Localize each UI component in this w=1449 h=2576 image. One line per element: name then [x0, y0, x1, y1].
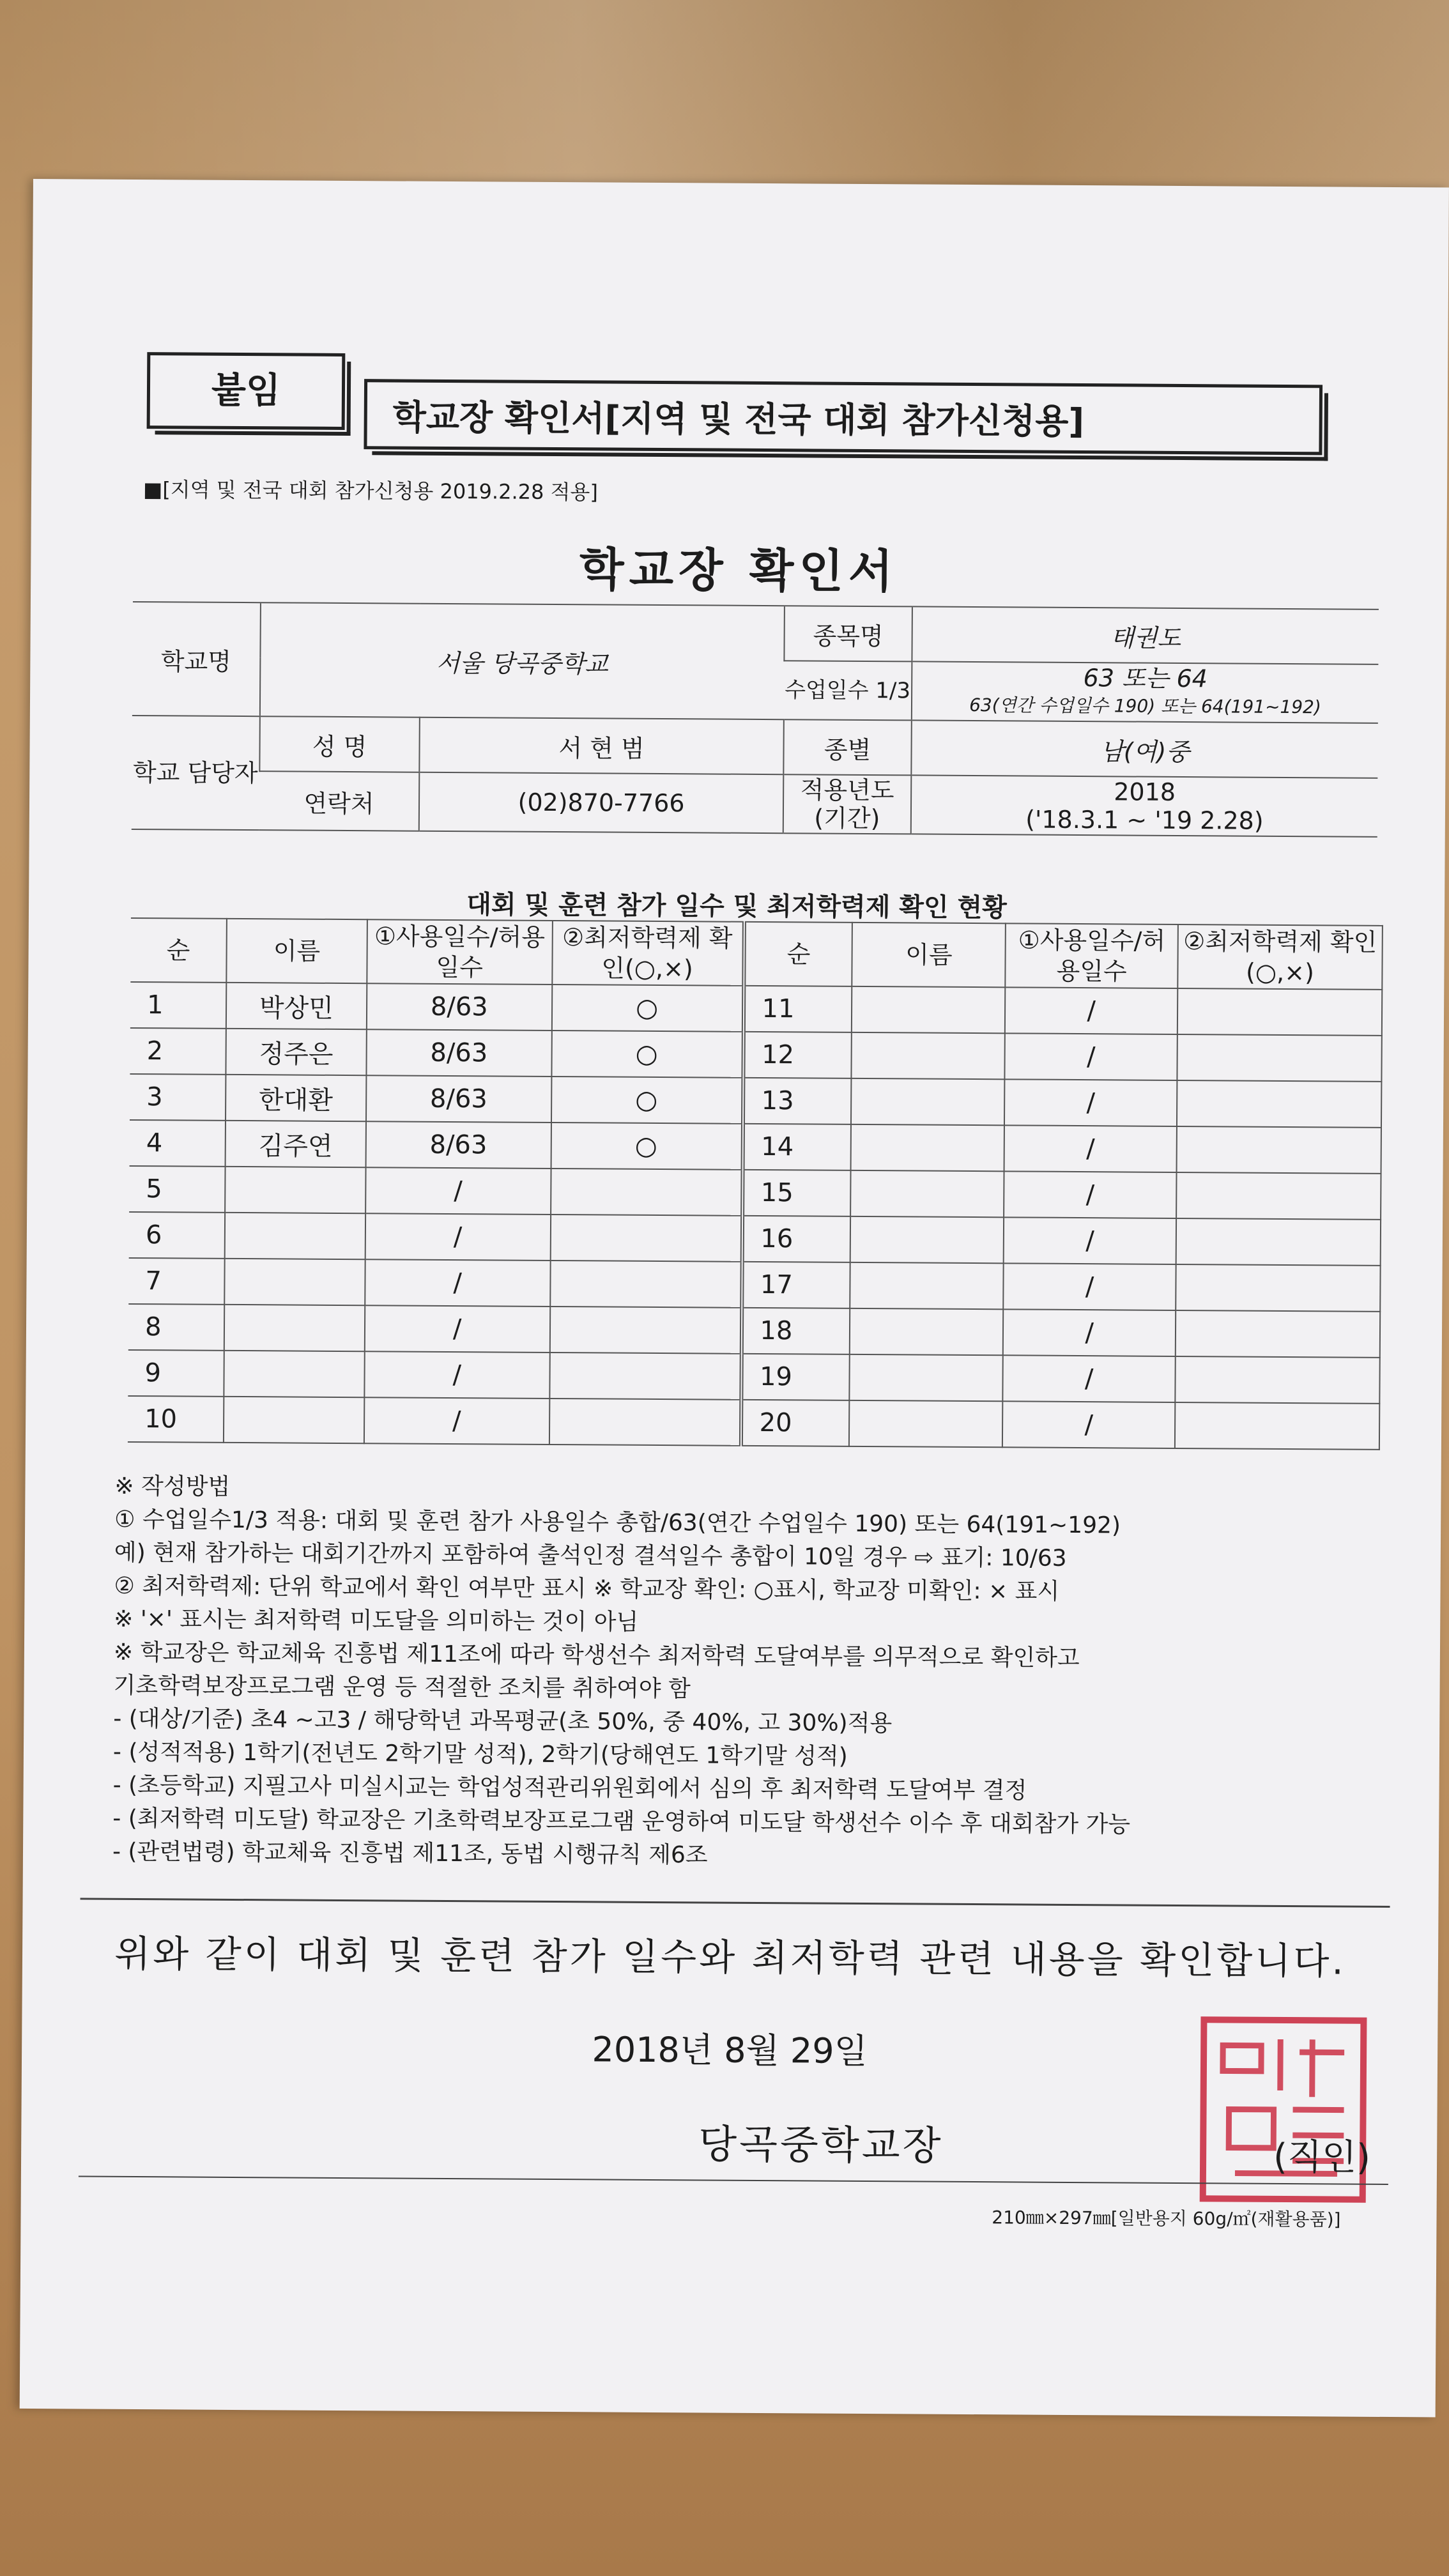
table-cell: 19: [741, 1354, 850, 1400]
table-cell: [1176, 1310, 1380, 1358]
table-cell: 한대환: [226, 1075, 366, 1121]
school-label: 학교명: [132, 602, 261, 716]
desk-background: [0, 0, 1449, 192]
instruction-line: - (최저학력 미도달) 학교장은 기초학력보장프로그램 운영하여 미도달 학생선수 이수 후 대회참가 가능: [112, 1805, 1131, 1838]
table-cell: /: [364, 1351, 549, 1399]
table-cell: [224, 1259, 365, 1305]
table-cell: ○: [551, 1077, 743, 1124]
table-row: [128, 1350, 1379, 1404]
form-note: ■[지역 및 전국 대회 참가신청용 2019.2.28 적용]: [142, 477, 599, 505]
table-cell: [225, 1213, 365, 1259]
table-cell: /: [1002, 1401, 1175, 1448]
col-header: ①사용일수/허용일수: [1006, 923, 1178, 988]
attachment-tag: 붙임: [147, 352, 346, 430]
form-title-box: 학교장 확인서[지역 및 전국 대회 참가신청용]: [364, 379, 1322, 455]
days-detail: 63(연간 수업일수 190) 또는 64(191~192): [969, 694, 1321, 718]
table-cell: /: [1003, 1355, 1176, 1402]
gender-value: 남(여)중: [911, 720, 1378, 778]
table-cell: 김주연: [226, 1121, 366, 1167]
table-cell: 7: [128, 1258, 224, 1305]
document-title: 학교장 확인서: [579, 542, 898, 599]
table-cell: [224, 1351, 364, 1397]
table-cell: 박상민: [226, 983, 367, 1029]
year-cell: [911, 775, 1378, 836]
contact-value: (02)870-7766: [419, 772, 784, 833]
table-cell: 정주은: [226, 1029, 366, 1075]
table-row: [130, 1120, 1381, 1174]
instructions: [112, 1470, 1380, 1876]
divider: [80, 1897, 1390, 1908]
table-cell: ○: [552, 985, 744, 1032]
table-cell: [850, 1262, 1004, 1309]
table-cell: 2: [130, 1028, 226, 1075]
table-cell: /: [365, 1259, 550, 1307]
year-label: 적용년도 (기간): [783, 774, 912, 834]
table-cell: [850, 1354, 1003, 1401]
table-cell: 20: [740, 1400, 849, 1446]
table-cell: 8/63: [365, 1121, 551, 1169]
table-cell: /: [1003, 1309, 1176, 1356]
table-cell: 4: [130, 1120, 226, 1167]
table-row: [128, 1304, 1380, 1358]
col-header: 순: [744, 922, 853, 986]
divider: [79, 2175, 1388, 2185]
table-cell: /: [1005, 987, 1177, 1034]
table-cell: [850, 1216, 1004, 1263]
sport-label: 종목명: [784, 606, 912, 661]
table-cell: [1176, 1218, 1381, 1266]
manager-label: 학교 담당자: [132, 716, 260, 830]
table-cell: /: [364, 1397, 549, 1445]
instruction-line: ① 수업일수1/3 적용: 대회 및 훈련 참가 사용일수 총합/63(연간 수업일수 190) 또는 64(191~192): [114, 1506, 1121, 1539]
table-cell: [551, 1169, 742, 1216]
col-header: 순: [130, 918, 227, 983]
table-cell: /: [1005, 1033, 1177, 1080]
table-cell: [852, 986, 1005, 1033]
table-cell: [1177, 1080, 1381, 1128]
table-cell: [1175, 1402, 1379, 1450]
days-cell: [912, 661, 1379, 723]
table-cell: /: [1004, 1079, 1177, 1126]
table-cell: [850, 1308, 1003, 1355]
col-header: 이름: [226, 919, 367, 983]
table-cell: 11: [743, 986, 852, 1032]
instruction-line: - (성적적용) 1학기(전년도 2학기말 성적), 2학기(당해연도 1학기말 성적): [112, 1738, 848, 1770]
table-cell: 15: [742, 1170, 851, 1216]
grid-subtitle: 대회 및 훈련 참가 일수 및 최저학력제 확인 현황: [466, 890, 1007, 923]
contact-label: 연락처: [259, 771, 420, 831]
instruction-line: ※ '×' 표시는 최저학력 미도달을 의미하는 것이 아님: [114, 1606, 639, 1636]
table-cell: [550, 1215, 742, 1262]
table-cell: 12: [743, 1032, 852, 1078]
table-cell: ○: [551, 1031, 743, 1078]
table-cell: 16: [742, 1216, 850, 1262]
table-cell: /: [365, 1213, 550, 1261]
table-cell: 14: [742, 1124, 851, 1170]
table-cell: 3: [130, 1074, 226, 1121]
info-table: [132, 601, 1379, 838]
instruction-line: ※ 작성방법: [114, 1473, 231, 1500]
table-cell: [224, 1305, 365, 1351]
year-period: ('18.3.1 ~ '19 2.28): [1025, 805, 1264, 835]
table-row: [128, 1396, 1379, 1450]
table-cell: [549, 1353, 741, 1400]
table-row: [130, 982, 1382, 1036]
table-cell: [1176, 1264, 1380, 1312]
table-cell: [1177, 1126, 1381, 1174]
table-cell: 13: [742, 1078, 851, 1124]
table-cell: 8: [128, 1304, 224, 1351]
table-cell: [549, 1307, 741, 1354]
table-cell: 10: [128, 1396, 224, 1443]
document-page: [20, 179, 1449, 2417]
paper-spec: 210㎜×297㎜[일반용지 60g/㎡(재활용품)]: [992, 2207, 1341, 2230]
instruction-line: - (초등학교) 지필고사 미실시교는 학업성적관리위원회에서 심의 후 최저학력 도달여부 결정: [112, 1772, 1027, 1804]
table-cell: 8/63: [366, 1075, 551, 1123]
instruction-line: - (관련법령) 학교체육 진흥법 제11조, 동법 시행규칙 제6조: [112, 1838, 708, 1869]
table-cell: [849, 1400, 1002, 1447]
col-header: ①사용일수/허용일수: [367, 919, 552, 985]
table-cell: /: [1003, 1263, 1176, 1310]
table-cell: [224, 1397, 364, 1443]
table-row: [130, 1028, 1381, 1082]
table-cell: [851, 1124, 1004, 1171]
table-row: [130, 1074, 1381, 1128]
table-row: [129, 1166, 1381, 1220]
table-cell: 8/63: [367, 983, 552, 1031]
participation-table: [128, 917, 1383, 1450]
days-value: 63 또는 64: [1083, 664, 1208, 693]
table-row: [129, 1212, 1381, 1266]
table-cell: 9: [128, 1350, 224, 1397]
instruction-line: ② 최저학력제: 단위 학교에서 확인 여부만 표시 ※ 학교장 확인: ○표시, 학교장 미확인: × 표시: [114, 1572, 1060, 1605]
days-label: 수업일수 1/3: [784, 661, 912, 720]
principal-title: 당곡중학교장: [698, 2120, 944, 2169]
instruction-line: 예) 현재 참가하는 대회기간까지 포함하여 출석인정 결석일수 총합이 10일 경우 ⇨ 표기: 10/63: [114, 1539, 1067, 1572]
instruction-line: 기초학력보장프로그램 운영 등 적절한 조치를 취하여야 함: [113, 1672, 691, 1703]
table-row: [128, 1258, 1380, 1312]
table-cell: /: [365, 1305, 550, 1353]
school-value: 서울 당곡중학교: [260, 602, 785, 719]
table-cell: 6: [129, 1212, 225, 1259]
table-cell: 1: [130, 982, 226, 1029]
confirmation-statement: 위와 같이 대회 및 훈련 참가 일수와 최저학력 관련 내용을 확인합니다.: [114, 1931, 1347, 1983]
table-cell: 18: [741, 1308, 850, 1354]
table-cell: [851, 1078, 1004, 1125]
instruction-line: ※ 학교장은 학교체육 진흥법 제11조에 따라 학생선수 최저학력 도달여부를 의무적으로 확인하고: [113, 1639, 1080, 1672]
table-cell: 17: [742, 1262, 850, 1308]
gender-label: 종별: [783, 719, 912, 775]
table-cell: /: [1004, 1125, 1177, 1172]
table-cell: [1175, 1356, 1379, 1404]
col-header: 이름: [852, 923, 1006, 987]
table-cell: [1177, 1034, 1382, 1082]
table-cell: [851, 1170, 1004, 1217]
sport-value: 태권도: [912, 606, 1379, 664]
table-cell: 8/63: [366, 1029, 551, 1077]
table-cell: [1176, 1172, 1381, 1220]
table-cell: /: [1004, 1217, 1176, 1264]
table-cell: [225, 1167, 365, 1213]
table-cell: [549, 1399, 741, 1446]
table-cell: 5: [129, 1166, 225, 1213]
table-cell: ○: [551, 1123, 742, 1170]
name-label: 성 명: [259, 716, 420, 772]
table-cell: /: [1004, 1171, 1176, 1218]
table-cell: [1177, 988, 1382, 1036]
seal-label: (직인): [1273, 2136, 1371, 2179]
table-cell: [550, 1261, 742, 1308]
col-header: ②최저학력제 확인(○,×): [1177, 924, 1383, 990]
issue-date: 2018년 8월 29일: [592, 2029, 868, 2072]
year-value: 2018: [1114, 778, 1176, 806]
instruction-line: - (대상/기준) 초4 ~고3 / 해당학년 과목평균(초 50%, 중 40%, 고 30%)적용: [113, 1705, 893, 1737]
table-cell: /: [365, 1167, 551, 1215]
table-cell: [852, 1032, 1005, 1079]
name-value: 서 현 범: [419, 717, 784, 774]
col-header: ②최저학력제 확인(○,×): [552, 921, 744, 986]
table-body: [128, 982, 1382, 1450]
